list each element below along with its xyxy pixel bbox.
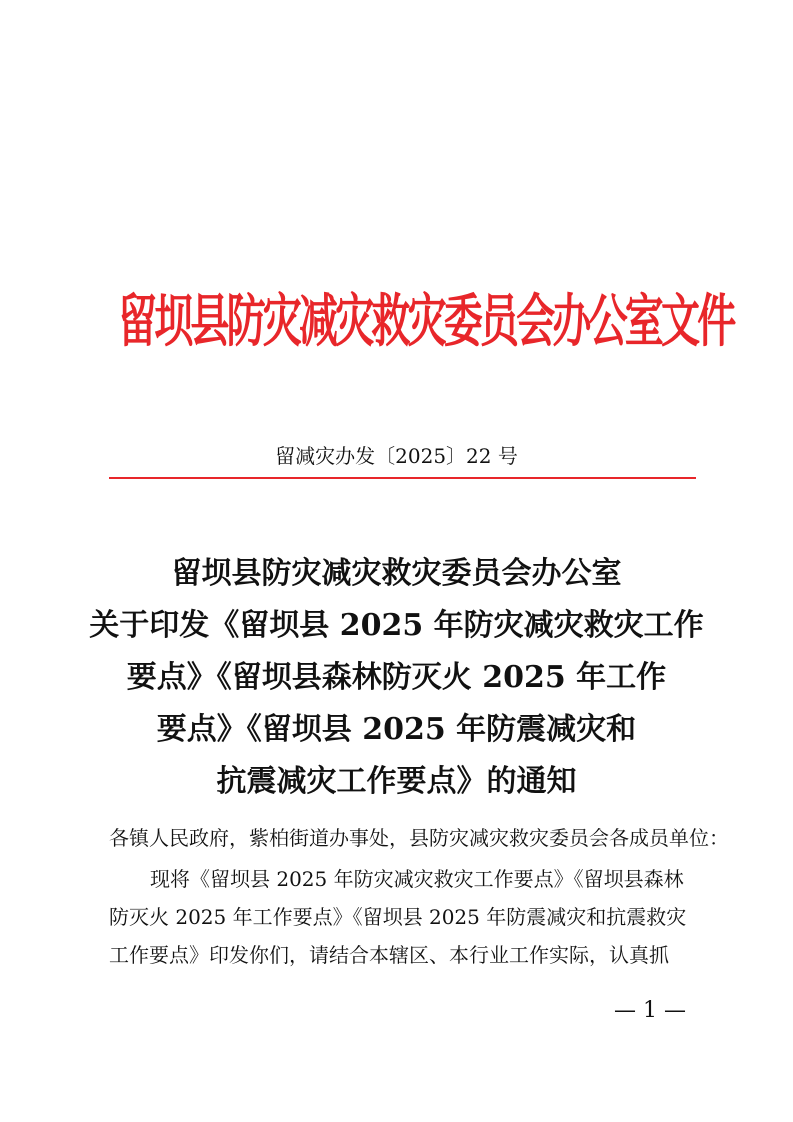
body-line-3: 工作要点》印发你们，请结合本辖区、本行业工作实际，认真抓	[109, 943, 669, 967]
document-header-title: 留坝县防灾减灾救灾委员会办公室文件	[118, 288, 734, 355]
notice-title-line-5: 抗震减灾工作要点》的通知	[216, 764, 577, 799]
notice-title	[0, 548, 793, 808]
notice-title-line-2: 关于印发《留坝县 2025 年防灾减灾救灾工作	[89, 608, 704, 643]
document-number: 留减灾办发〔2025〕22 号	[275, 444, 518, 468]
recipients-line: 各镇人民政府，紫柏街道办事处，县防灾减灾救灾委员会各成员单位：	[109, 826, 729, 850]
red-divider-line	[109, 477, 696, 479]
body-line-2: 防灭火 2025 年工作要点》《留坝县 2025 年防震减灾和抗震救灾	[109, 905, 687, 929]
page-number: — 1 —	[614, 998, 686, 1023]
notice-title-line-3: 要点》《留坝县森林防灭火 2025 年工作	[126, 660, 667, 695]
body-line-1: 现将《留坝县 2025 年防灾减灾救灾工作要点》《留坝县森林	[150, 867, 684, 891]
notice-title-line-1: 留坝县防灾减灾救灾委员会办公室	[171, 556, 622, 591]
notice-title-line-4: 要点》《留坝县 2025 年防震减灾和	[156, 712, 637, 747]
